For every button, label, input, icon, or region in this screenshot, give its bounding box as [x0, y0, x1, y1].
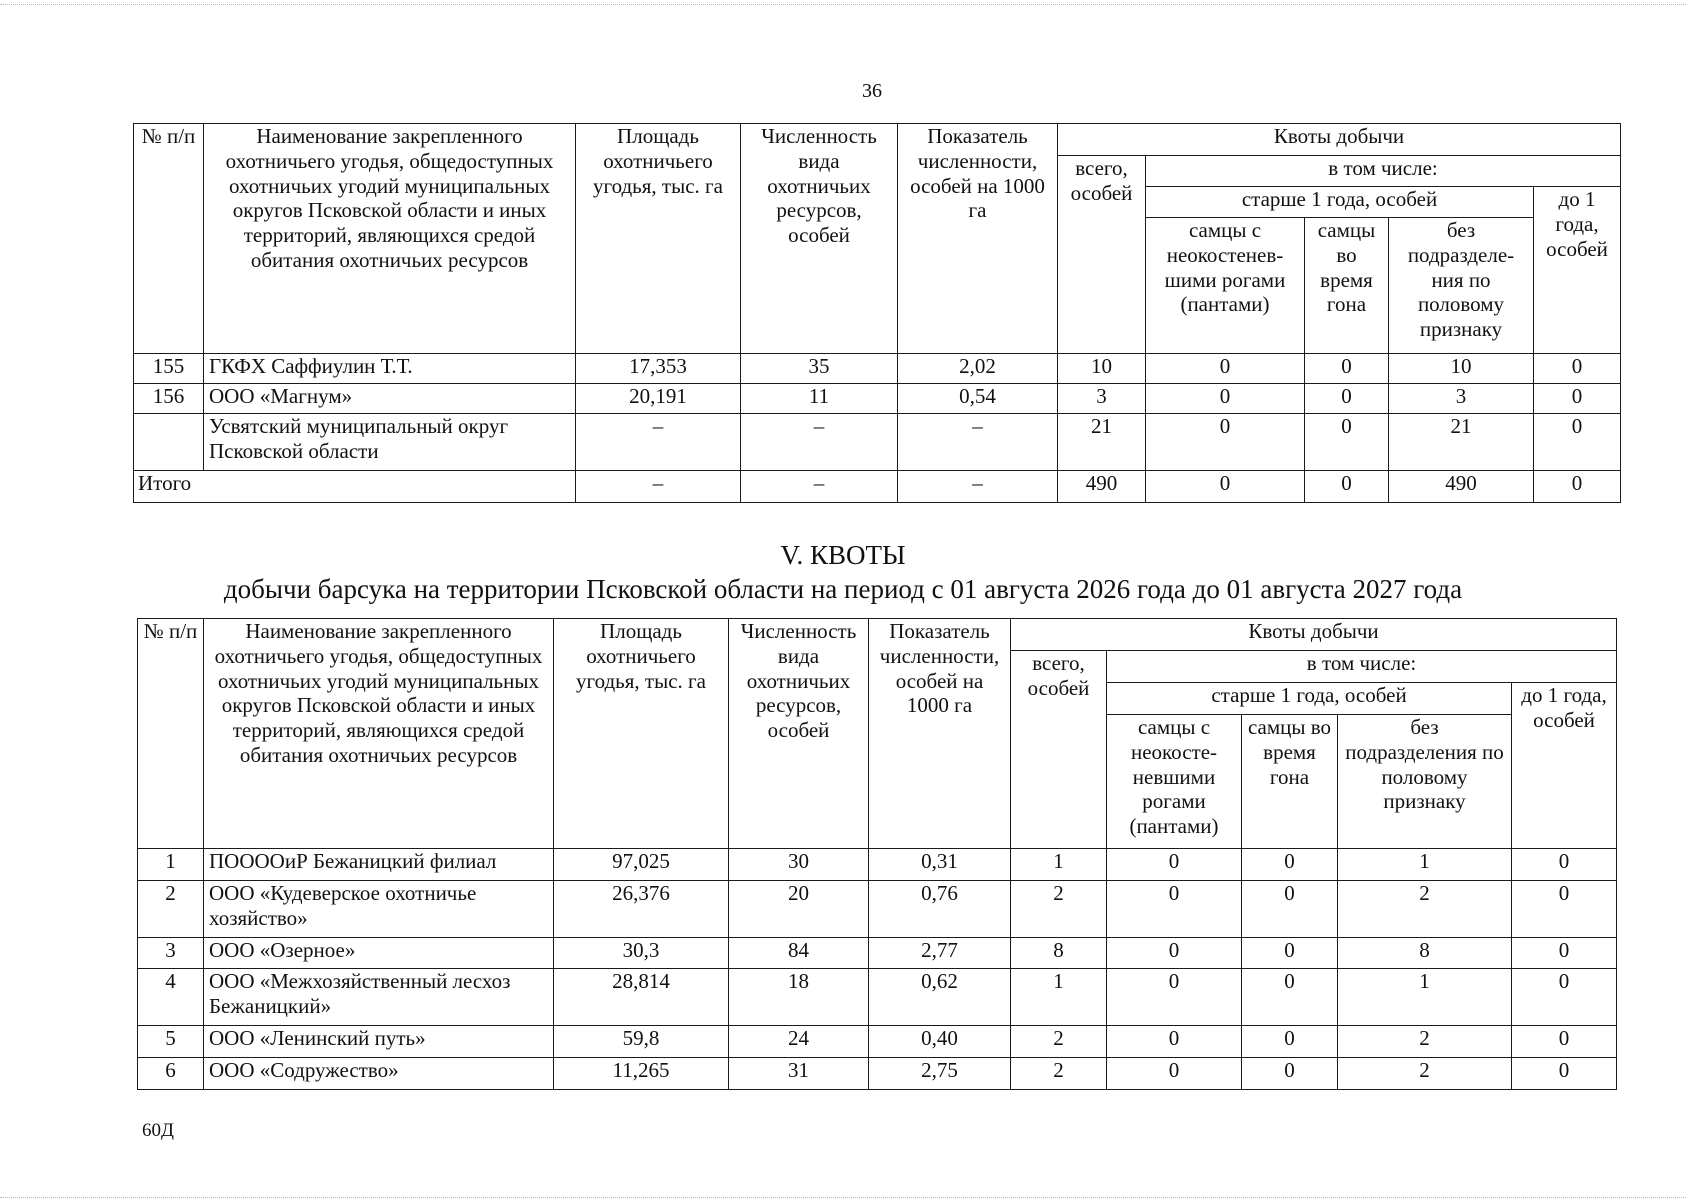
table1-header — [134, 124, 1621, 354]
cell-males-rut: 0 — [1242, 881, 1338, 938]
cell-no: 5 — [138, 1026, 204, 1058]
cell-name: ООО «Межхозяйственный лесхоз Бежаницкий» — [204, 969, 554, 1026]
section-title: V. КВОТЫ — [780, 540, 906, 570]
table-row — [138, 1058, 1617, 1090]
cell-total: 2 — [1011, 881, 1107, 938]
cell-indicator: 0,62 — [869, 969, 1011, 1026]
cell-indicator: 0,76 — [869, 881, 1011, 938]
header-including: в том числе: — [1146, 156, 1621, 187]
cell-males-antlers: 0 — [1146, 414, 1305, 471]
cell-total: 2 — [1011, 1026, 1107, 1058]
table-row — [134, 354, 1621, 384]
footer-code: 60Д — [142, 1120, 174, 1141]
cell-area: – — [576, 471, 741, 503]
header-quotas: Квоты добычи — [1058, 124, 1621, 156]
cell-males-antlers: 0 — [1146, 384, 1305, 414]
cell-males-rut: 0 — [1305, 354, 1389, 384]
header-including: в том числе: — [1107, 651, 1617, 683]
cell-name: ООО «Магнум» — [204, 384, 576, 414]
scan-top-edge — [0, 4, 1686, 5]
cell-under1: 0 — [1512, 1026, 1617, 1058]
header-name: Наименование закрепленного охотничьего угодья, общедоступных охотничьих угодий муниципальных округов Псковской области и иных территорий, являющихся средой обитания охотничьих ресурсов — [204, 124, 576, 354]
cell-no: 3 — [138, 938, 204, 969]
cell-total: 2 — [1011, 1058, 1107, 1090]
cell-indicator: 0,54 — [898, 384, 1058, 414]
header-area: Площадь охотничьего угодья, тыс. га — [554, 619, 729, 849]
cell-no-sex: 490 — [1389, 471, 1534, 503]
cell-area: 17,353 — [576, 354, 741, 384]
cell-males-rut: 0 — [1242, 849, 1338, 881]
cell-no: 6 — [138, 1058, 204, 1090]
cell-no: 156 — [134, 384, 204, 414]
cell-total: 490 — [1058, 471, 1146, 503]
section-subtitle: добычи барсука на территории Псковской области на период с 01 августа 2026 года до 01 августа 2027 года — [223, 574, 1463, 604]
cell-count: 24 — [729, 1026, 869, 1058]
cell-indicator: 2,75 — [869, 1058, 1011, 1090]
table-row — [138, 938, 1617, 969]
cell-indicator: – — [898, 471, 1058, 503]
cell-males-antlers: 0 — [1107, 881, 1242, 938]
cell-males-rut: 0 — [1305, 471, 1389, 503]
cell-under1: 0 — [1534, 384, 1621, 414]
cell-no: 155 — [134, 354, 204, 384]
cell-count: 20 — [729, 881, 869, 938]
cell-under1: 0 — [1534, 354, 1621, 384]
cell-count: 18 — [729, 969, 869, 1026]
cell-under1: 0 — [1512, 849, 1617, 881]
cell-no-sex: 10 — [1389, 354, 1534, 384]
cell-total: 1 — [1011, 969, 1107, 1026]
header-under1: до 1 года, особей — [1512, 683, 1617, 849]
header-males-rut: самцы во время гона — [1305, 218, 1389, 354]
table-row — [134, 384, 1621, 414]
cell-no-sex: 3 — [1389, 384, 1534, 414]
header-males-antlers: самцы с неокосте-невшими рогами (пантами) — [1107, 715, 1242, 849]
cell-males-rut: 0 — [1305, 414, 1389, 471]
cell-area: 30,3 — [554, 938, 729, 969]
table-row — [138, 881, 1617, 938]
cell-name: Усвятский муниципальный округ Псковской области — [204, 414, 576, 471]
cell-no — [134, 414, 204, 471]
header-under1: до 1 года, особей — [1534, 187, 1621, 354]
cell-males-antlers: 0 — [1107, 1058, 1242, 1090]
cell-males-rut: 0 — [1242, 969, 1338, 1026]
cell-area: 28,814 — [554, 969, 729, 1026]
table-row — [138, 849, 1617, 881]
cell-under1: 0 — [1512, 938, 1617, 969]
cell-no-sex: 2 — [1338, 1026, 1512, 1058]
scan-bottom-edge — [0, 1197, 1686, 1198]
cell-males-rut: 0 — [1305, 384, 1389, 414]
header-older: старше 1 года, особей — [1146, 187, 1534, 218]
cell-no-sex: 8 — [1338, 938, 1512, 969]
cell-under1: 0 — [1534, 471, 1621, 503]
header-count: Численность вида охотничьих ресурсов, особей — [729, 619, 869, 849]
cell-indicator: 0,31 — [869, 849, 1011, 881]
header-males-rut: самцы во время гона — [1242, 715, 1338, 849]
cell-no: 1 — [138, 849, 204, 881]
cell-area: 59,8 — [554, 1026, 729, 1058]
cell-indicator: 0,40 — [869, 1026, 1011, 1058]
cell-name: ООО «Содружество» — [204, 1058, 554, 1090]
badger-quota-table — [137, 618, 1617, 1090]
cell-area: 26,376 — [554, 881, 729, 938]
header-males-antlers: самцы с неокостенев-шими рогами (пантами) — [1146, 218, 1305, 354]
header-older: старше 1 года, особей — [1107, 683, 1512, 715]
cell-indicator: 2,02 — [898, 354, 1058, 384]
header-total: всего, особей — [1011, 651, 1107, 849]
cell-males-antlers: 0 — [1107, 1026, 1242, 1058]
cell-males-antlers: 0 — [1107, 849, 1242, 881]
cell-males-antlers: 0 — [1146, 354, 1305, 384]
header-count: Численность вида охотничьих ресурсов, особей — [741, 124, 898, 354]
cell-area: – — [576, 414, 741, 471]
cell-area: 97,025 — [554, 849, 729, 881]
cell-no: 4 — [138, 969, 204, 1026]
header-no: № п/п — [134, 124, 204, 354]
cell-area: 20,191 — [576, 384, 741, 414]
cell-males-antlers: 0 — [1107, 969, 1242, 1026]
cell-name: ГКФХ Саффиулин Т.Т. — [204, 354, 576, 384]
cell-name: ООО «Ленинский путь» — [204, 1026, 554, 1058]
cell-males-antlers: 0 — [1107, 938, 1242, 969]
cell-name: ПООООиР Бежаницкий филиал — [204, 849, 554, 881]
cell-count: 35 — [741, 354, 898, 384]
header-area: Площадь охотничьего угодья, тыс. га — [576, 124, 741, 354]
cell-count: 11 — [741, 384, 898, 414]
cell-no-sex: 2 — [1338, 1058, 1512, 1090]
cell-count: – — [741, 471, 898, 503]
cell-count: 30 — [729, 849, 869, 881]
cell-no-sex: 2 — [1338, 881, 1512, 938]
total-label: Итого — [134, 471, 576, 503]
table-row — [138, 969, 1617, 1026]
cell-indicator: – — [898, 414, 1058, 471]
cell-males-rut: 0 — [1242, 1058, 1338, 1090]
header-quotas: Квоты добычи — [1011, 619, 1617, 651]
cell-name: ООО «Кудеверское охотничье хозяйство» — [204, 881, 554, 938]
header-no-sex: без подразделения по половому признаку — [1338, 715, 1512, 849]
cell-males-rut: 0 — [1242, 938, 1338, 969]
header-indicator: Показатель численности, особей на 1000 га — [869, 619, 1011, 849]
cell-no-sex: 21 — [1389, 414, 1534, 471]
cell-count: 84 — [729, 938, 869, 969]
cell-males-rut: 0 — [1242, 1026, 1338, 1058]
header-name: Наименование закрепленного охотничьего угодья, общедоступных охотничьих угодий муниципальных округов Псковской области и иных территорий, являющихся средой обитания охотничьих ресурсов — [204, 619, 554, 849]
cell-area: 11,265 — [554, 1058, 729, 1090]
cell-total: 3 — [1058, 384, 1146, 414]
cell-no: 2 — [138, 881, 204, 938]
cell-no-sex: 1 — [1338, 849, 1512, 881]
cell-under1: 0 — [1512, 1058, 1617, 1090]
cell-total: 10 — [1058, 354, 1146, 384]
cell-indicator: 2,77 — [869, 938, 1011, 969]
cell-total: 21 — [1058, 414, 1146, 471]
cell-under1: 0 — [1512, 881, 1617, 938]
cell-males-antlers: 0 — [1146, 471, 1305, 503]
header-no-sex: без подразделе-ния по половому признаку — [1389, 218, 1534, 354]
header-indicator: Показатель численности, особей на 1000 га — [898, 124, 1058, 354]
header-no: № п/п — [138, 619, 204, 849]
cell-total: 1 — [1011, 849, 1107, 881]
page-number: 36 — [862, 80, 882, 102]
cell-count: 31 — [729, 1058, 869, 1090]
cell-under1: 0 — [1512, 969, 1617, 1026]
cell-no-sex: 1 — [1338, 969, 1512, 1026]
table2-header — [138, 619, 1617, 849]
cell-name: ООО «Озерное» — [204, 938, 554, 969]
total-row — [134, 471, 1621, 503]
quota-table-continued — [133, 123, 1621, 503]
cell-total: 8 — [1011, 938, 1107, 969]
cell-under1: 0 — [1534, 414, 1621, 471]
cell-count: – — [741, 414, 898, 471]
header-total: всего, особей — [1058, 156, 1146, 354]
table-row — [134, 414, 1621, 471]
table-row — [138, 1026, 1617, 1058]
